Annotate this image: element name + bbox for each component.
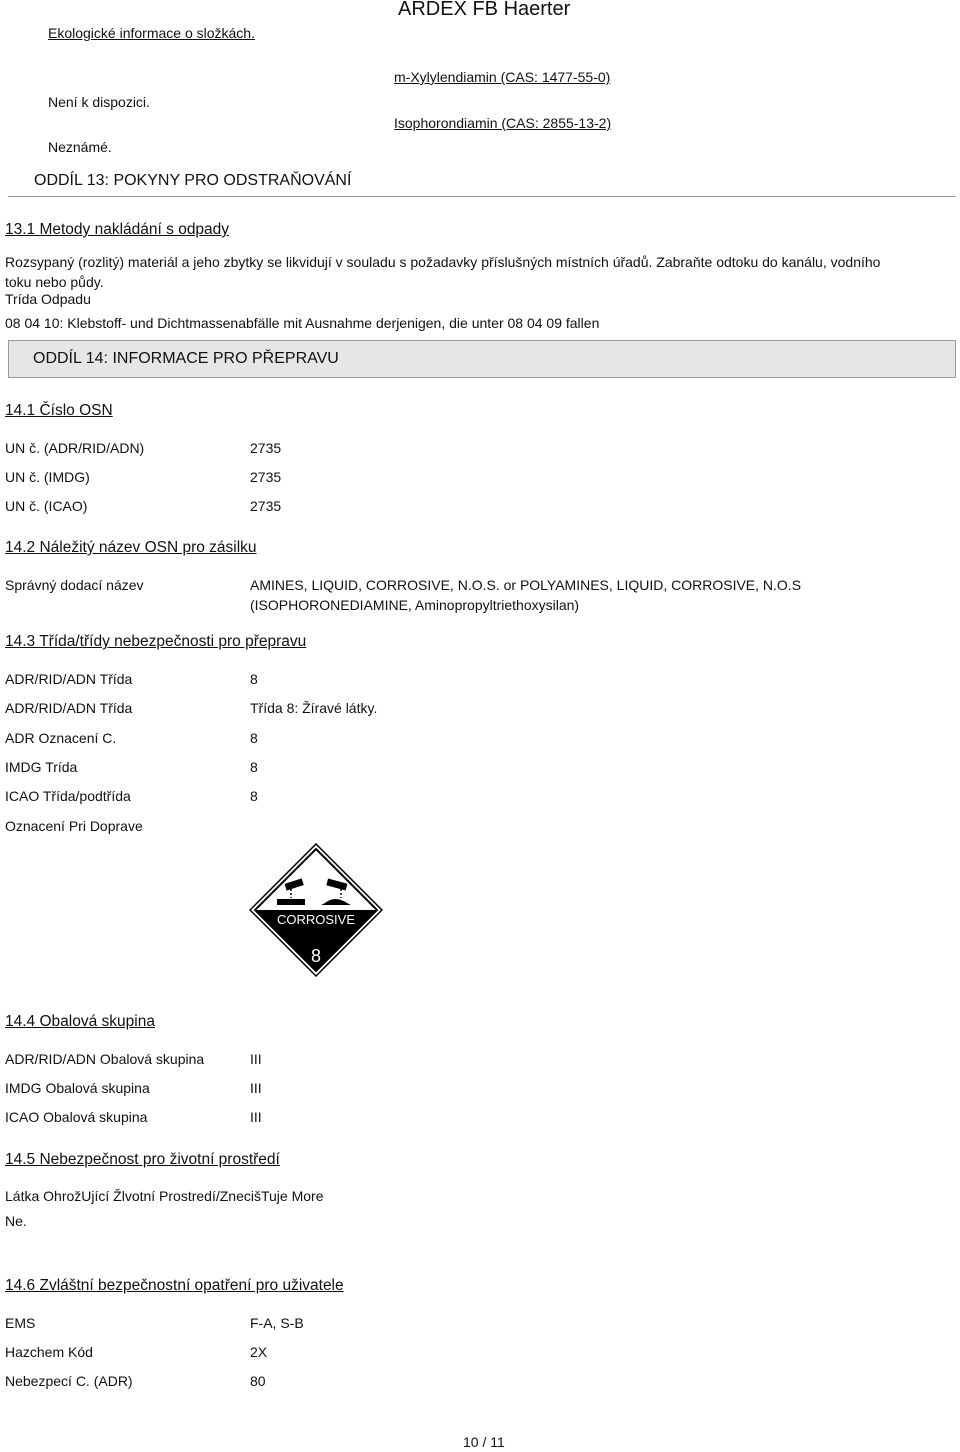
hazard-class-label: IMDG Trída (5, 759, 78, 775)
section-13-heading: ODDÍL 13: POKYNY PRO ODSTRAŇOVÁNÍ (34, 172, 352, 189)
corrosive-diamond-icon (249, 843, 383, 977)
waste-class-label: Trída Odpadu (5, 291, 91, 307)
packing-group-value: III (250, 1109, 262, 1125)
hazard-class-label: ADR/RID/ADN Třída (5, 700, 133, 716)
hazard-class-value: 8 (250, 730, 258, 746)
user-precaution-value: 2X (250, 1344, 268, 1360)
un-number-value: 2735 (250, 498, 282, 514)
user-precaution-value: F-A, S-B (250, 1315, 304, 1331)
hazard-class-value: 8 (250, 759, 258, 775)
hazard-class-label: ADR Oznacení C. (5, 730, 117, 746)
eco-unknown-text: Neznámé. (48, 139, 112, 155)
packing-group-value: III (250, 1080, 262, 1096)
class-number-label: 8 (310, 946, 322, 966)
corrosive-label: CORROSIVE (276, 912, 356, 927)
packing-group-label: ADR/RID/ADN Obalová skupina (5, 1051, 205, 1067)
subsection-14-6-title: 14.6 Zvláštní bezpečnostní opatření pro uživatele (5, 1277, 344, 1294)
environmental-hazard-label: Látka OhrožUjící Žlvotní Prostredí/ZnecišTuje More (5, 1188, 324, 1204)
hazard-class-value: 8 (250, 788, 258, 804)
hazard-class-label: ICAO Třída/podtřída (5, 788, 131, 804)
subsection-14-4-title: 14.4 Obalová skupina (5, 1013, 155, 1030)
header-left-link[interactable]: Ekologické informace o složkách. (48, 25, 255, 41)
subsection-14-2-title: 14.2 Náležitý název OSN pro zásilku (5, 539, 257, 556)
section-14-heading-text: ODDÍL 14: INFORMACE PRO PŘEPRAVU (33, 350, 339, 367)
hazard-class-value: 8 (250, 671, 258, 687)
un-number-value: 2735 (250, 440, 282, 456)
subsection-14-1-title: 14.1 Číslo OSN (5, 402, 113, 419)
waste-handling-paragraph: Rozsypaný (rozlitý) materiál a jeho zbytky se likvidují v souladu s požadavky příslušných místních úřadů. Zabraňte odtoku do kanálu, vodního toku nebo půdy. (5, 254, 881, 290)
transport-label-heading: Oznacení Pri Doprave (5, 818, 143, 834)
eco-substance-2: Isophorondiamin (CAS: 2855-13-2) (394, 115, 612, 131)
section-13-rule (8, 196, 956, 197)
packing-group-label: IMDG Obalová skupina (5, 1080, 150, 1096)
section-14-heading (8, 340, 956, 378)
subsection-14-3-title: 14.3 Třída/třídy nebezpečnosti pro přepravu (5, 633, 307, 650)
document-title: ARDEX FB Haerter (398, 0, 571, 20)
hazard-class-label: ADR/RID/ADN Třída (5, 671, 133, 687)
user-precaution-label: Nebezpecí C. (ADR) (5, 1373, 133, 1389)
page-number: 10 / 11 (463, 1434, 505, 1450)
user-precaution-value: 80 (250, 1373, 266, 1389)
eco-availability-text: Není k dispozici. (48, 94, 150, 110)
hazard-class-value: Třída 8: Žíravé látky. (250, 700, 378, 716)
waste-class-value: 08 04 10: Klebstoff- und Dichtmassenabfälle mit Ausnahme derjenigen, die unter 08 04 09 fallen (5, 315, 600, 331)
subsection-13-1-title: 13.1 Metody nakládání s odpady (5, 221, 230, 238)
shipping-name-label: Správný dodací název (5, 577, 144, 593)
eco-substance-1: m-Xylylendiamin (CAS: 1477-55-0) (394, 69, 611, 85)
user-precaution-label: Hazchem Kód (5, 1344, 93, 1360)
un-number-label: UN č. (ADR/RID/ADN) (5, 440, 145, 456)
packing-group-value: III (250, 1051, 262, 1067)
un-number-label: UN č. (IMDG) (5, 469, 90, 485)
shipping-name-line-1: AMINES, LIQUID, CORROSIVE, N.O.S. or POLYAMINES, LIQUID, CORROSIVE, N.O.S (250, 577, 802, 593)
packing-group-label: ICAO Obalová skupina (5, 1109, 148, 1125)
user-precaution-label: EMS (5, 1315, 36, 1331)
un-number-value: 2735 (250, 469, 282, 485)
environmental-hazard-value: Ne. (5, 1213, 27, 1229)
subsection-14-5-title: 14.5 Nebezpečnost pro životní prostředí (5, 1151, 280, 1168)
un-number-label: UN č. (ICAO) (5, 498, 88, 514)
shipping-name-line-2: (ISOPHORONEDIAMINE, Aminopropyltriethoxysilan) (250, 597, 580, 613)
